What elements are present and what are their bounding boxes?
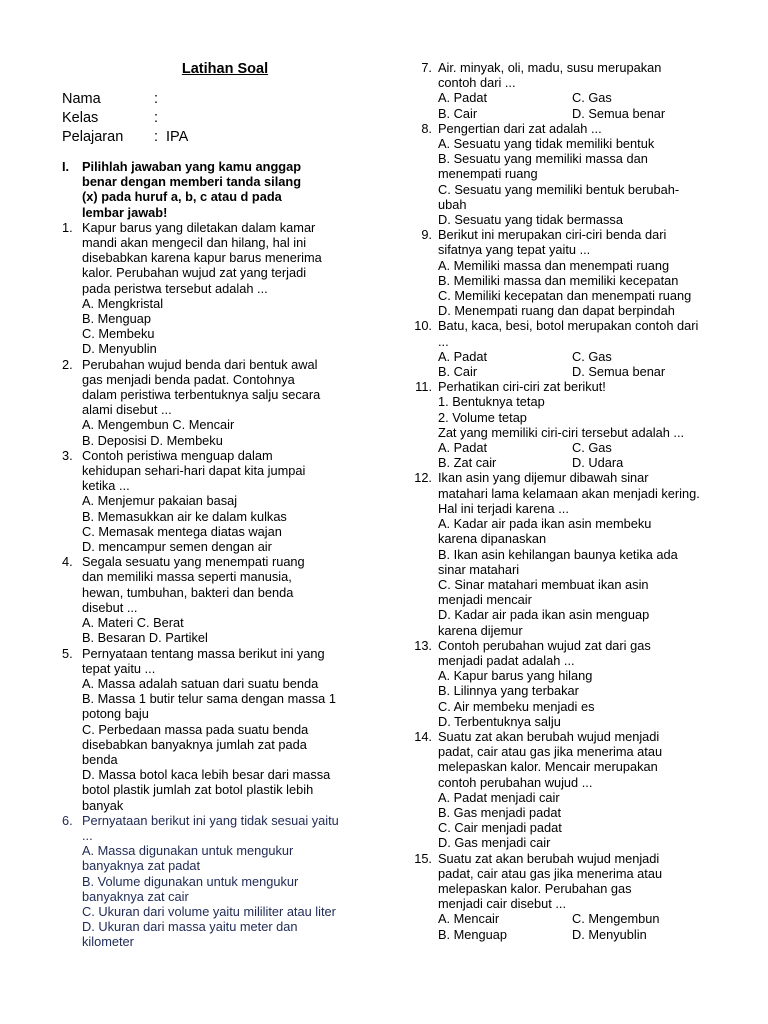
question-number: 6. — [62, 812, 73, 828]
answer-option: B. Menguap — [82, 311, 152, 327]
question-number: 15. — [414, 850, 432, 866]
answer-option: B. Massa 1 butir telur sama dengan massa 1 — [82, 691, 336, 707]
answer-option: C. Air membeku menjadi es — [438, 698, 595, 714]
question-text-line: sifatnya yang tepat yaitu ... — [438, 242, 591, 258]
question-text-line: Hal ini terjadi karena ... — [438, 500, 569, 516]
question-item — [404, 851, 740, 942]
question-item — [404, 729, 740, 851]
answer-option: C. Gas — [572, 440, 612, 456]
question-body — [82, 357, 380, 448]
answer-option: D. Kadar air pada ikan asin menguap — [438, 607, 650, 623]
answer-option: B. Sesuatu yang memiliki massa dan — [438, 151, 648, 167]
answer-option: C. Memasak mentega diatas wajan — [82, 523, 282, 539]
answer-option: C. Memiliki kecepatan dan menempati ruang — [438, 288, 692, 304]
answer-option: C. Sinar matahari membuat ikan asin — [438, 576, 649, 592]
answer-option-grid — [438, 90, 740, 120]
question-text-line: Pernyataan berikut ini yang tidak sesuai yaitu — [82, 812, 339, 828]
answer-option: A. Materi C. Berat — [82, 615, 184, 631]
answer-option: B. Zat cair — [438, 455, 497, 471]
answer-option: B. Volume digunakan untuk mengukur — [82, 873, 299, 889]
identity-colon: : — [154, 110, 159, 126]
answer-option: A. Padat — [438, 348, 488, 364]
question-body — [82, 220, 380, 357]
answer-option: C. Sesuatu yang memiliki bentuk berubah- — [438, 181, 680, 197]
question-number: 4. — [62, 554, 73, 570]
answer-option: menjadi mencair — [438, 592, 532, 608]
answer-option: B. Memiliki massa dan memiliki kecepatan — [438, 272, 679, 288]
answer-option-grid — [438, 911, 740, 941]
answer-option: A. Padat menjadi cair — [438, 789, 560, 805]
question-text-line: matahari lama kelamaan akan menjadi kering. — [438, 485, 700, 501]
question-text-line: hewan, tumbuhan, bakteri dan benda — [82, 584, 294, 600]
question-body — [438, 121, 740, 227]
question-text-line: contoh perubahan wujud ... — [438, 774, 593, 790]
question-number: 9. — [421, 227, 432, 243]
identity-row-nama — [62, 90, 380, 109]
identity-label: Pelajaran — [62, 129, 124, 145]
answer-option: D. Semua benar — [572, 105, 666, 121]
question-number: 5. — [62, 645, 73, 661]
question-text-line: Suatu zat akan berubah wujud menjadi — [438, 850, 660, 866]
answer-option: C. Cair menjadi padat — [438, 820, 562, 836]
answer-option: B. Lilinnya yang terbakar — [438, 683, 579, 699]
question-body — [438, 60, 740, 121]
instruction-text — [82, 159, 301, 220]
answer-option: potong baju — [82, 706, 149, 722]
answer-option: A. Kadar air pada ikan asin membeku — [438, 516, 652, 532]
question-text-line: melepaskan kalor. Perubahan gas — [438, 880, 632, 896]
answer-option: sinar matahari — [438, 561, 520, 577]
question-text-line: menjadi cair disebut ... — [438, 896, 567, 912]
question-text-line: melepaskan kalor. Mencair merupakan — [438, 759, 658, 775]
question-item — [62, 646, 380, 813]
answer-option: A. Menjemur pakaian basaj — [82, 493, 238, 509]
question-text-line: Kapur barus yang diletakan dalam kamar — [82, 219, 316, 235]
right-question-list — [404, 60, 740, 942]
question-item — [62, 813, 380, 950]
question-item — [62, 357, 380, 448]
question-item — [404, 379, 740, 470]
instruction — [62, 159, 380, 220]
answer-option: A. Padat — [438, 440, 488, 456]
answer-option: D. Menyublin — [572, 926, 647, 942]
answer-option: B. Besaran D. Partikel — [82, 630, 208, 646]
identity-value: IPA — [166, 129, 189, 145]
question-number: 3. — [62, 447, 73, 463]
question-body — [438, 318, 740, 379]
answer-option: karena dijemur — [438, 622, 523, 638]
answer-option: B. Cair — [438, 364, 478, 380]
answer-option: A. Mengkristal — [82, 295, 164, 311]
answer-option: banyaknya zat padat — [82, 858, 201, 874]
question-text-line: padat, cair atau gas jika menerima atau — [438, 865, 663, 881]
answer-option-grid — [438, 349, 740, 379]
left-column — [62, 60, 380, 950]
question-text-line: gas menjadi benda padat. Contohnya — [82, 371, 295, 387]
answer-option: D. Terbentuknya salju — [438, 713, 561, 729]
answer-option: A. Massa adalah satuan dari suatu benda — [82, 675, 319, 691]
question-text-line: Pengertian dari zat adalah ... — [438, 120, 602, 136]
answer-option: B. Menguap — [438, 926, 508, 942]
question-text-line: Contoh perubahan wujud zat dari gas — [438, 637, 651, 653]
answer-option: B. Deposisi D. Membeku — [82, 432, 223, 448]
answer-option: C. Perbedaan massa pada suatu benda — [82, 721, 309, 737]
question-text-line: ... — [438, 333, 449, 349]
question-text-line: disebabkan karena kapur barus menerima — [82, 250, 322, 266]
question-body — [438, 638, 740, 729]
page-title: Latihan Soal — [181, 61, 269, 77]
question-text-line: contoh dari ... — [438, 75, 516, 91]
answer-option: D. Menempati ruang dan dapat berpindah — [438, 303, 675, 319]
question-text-line: 1. Bentuknya tetap — [438, 394, 545, 410]
question-text-line: Zat yang memiliki ciri-ciri tersebut adalah ... — [438, 424, 685, 440]
answer-option: A. Massa digunakan untuk mengukur — [82, 843, 294, 859]
answer-option: D. Gas menjadi cair — [438, 835, 551, 851]
question-body — [82, 813, 380, 950]
question-number: 7. — [421, 60, 432, 75]
question-text-line: kehidupan sehari-hari dapat kita jumpai — [82, 463, 306, 479]
question-text-line: alami disebut ... — [82, 402, 172, 418]
answer-option: A. Padat — [438, 90, 488, 106]
answer-option: botol plastik jumlah zat botol plastik lebih — [82, 782, 314, 798]
question-text-line: kalor. Perubahan wujud zat yang terjadi — [82, 265, 307, 281]
answer-option: D. Ukuran dari massa yaitu meter dan — [82, 919, 298, 935]
question-number: 11. — [415, 379, 432, 395]
question-item — [404, 318, 740, 379]
question-text-line: ... — [82, 827, 93, 843]
question-body — [82, 554, 380, 645]
question-item — [404, 470, 740, 637]
question-item — [62, 220, 380, 357]
answer-option: C. Gas — [572, 90, 612, 106]
question-body — [438, 470, 740, 637]
answer-option: A. Memiliki massa dan menempati ruang — [438, 257, 670, 273]
answer-option: kilometer — [82, 934, 134, 950]
question-text-line: padat, cair atau gas jika menerima atau — [438, 744, 663, 760]
question-item — [404, 638, 740, 729]
question-body — [438, 851, 740, 942]
question-number: 2. — [62, 356, 73, 372]
question-text-line: tepat yaitu ... — [82, 660, 156, 676]
question-text-line: Suatu zat akan berubah wujud menjadi — [438, 728, 660, 744]
question-text-line: Ikan asin yang dijemur dibawah sinar — [438, 470, 649, 486]
answer-option: C. Gas — [572, 348, 612, 364]
answer-option: A. Mengembun C. Mencair — [82, 417, 235, 433]
answer-option: A. Mencair — [438, 911, 500, 927]
identity-row-kelas — [62, 109, 380, 128]
question-body — [438, 227, 740, 318]
question-text-line: Air. minyak, oli, madu, susu merupakan — [438, 60, 662, 75]
answer-option: ubah — [438, 196, 467, 212]
answer-option: B. Ikan asin kehilangan baunya ketika ada — [438, 546, 678, 562]
question-item — [62, 554, 380, 645]
question-text-line: Pernyataan tentang massa berikut ini yang — [82, 645, 325, 661]
answer-option: menempati ruang — [438, 166, 538, 182]
question-text-line: Batu, kaca, besi, botol merupakan contoh dari — [438, 318, 699, 334]
answer-option: C. Ukuran dari volume yaitu mililiter atau liter — [82, 903, 336, 919]
question-number: 10. — [414, 318, 432, 334]
identity-colon: : — [154, 129, 159, 145]
instruction-line: (x) pada huruf a, b, c atau d pada — [82, 189, 282, 205]
question-item — [62, 448, 380, 554]
answer-option: B. Cair — [438, 105, 478, 121]
answer-option: D. Semua benar — [572, 364, 666, 380]
question-text-line: pada peristwa tersebut adalah ... — [82, 280, 268, 296]
answer-option: B. Gas menjadi padat — [438, 804, 562, 820]
question-number: 14. — [414, 728, 432, 744]
answer-option: C. Membeku — [82, 326, 155, 342]
answer-option: banyak — [82, 797, 124, 813]
instruction-line: lembar jawab! — [82, 204, 168, 220]
answer-option: D. Sesuatu yang tidak bermassa — [438, 212, 623, 228]
question-number: 1. — [62, 219, 73, 235]
answer-option-grid — [438, 440, 740, 470]
question-body — [82, 646, 380, 813]
question-text-line: Segala sesuatu yang menempati ruang — [82, 554, 305, 570]
question-item — [404, 227, 740, 318]
answer-option: banyaknya zat cair — [82, 888, 189, 904]
answer-option: benda — [82, 751, 118, 767]
question-item — [404, 60, 740, 121]
question-text-line: dalam peristiwa terbentuknya salju secara — [82, 387, 321, 403]
instruction-line: Pilihlah jawaban yang kamu anggap — [82, 159, 302, 174]
question-body — [438, 379, 740, 470]
left-question-list — [62, 220, 380, 950]
question-text-line: Perhatikan ciri-ciri zat berikut! — [438, 379, 606, 395]
question-item — [404, 121, 740, 227]
answer-option: disebabkan banyaknya jumlah zat pada — [82, 736, 307, 752]
instruction-number: I. — [62, 159, 70, 174]
question-number: 8. — [421, 120, 432, 136]
identity-colon: : — [154, 91, 159, 107]
instruction-line: benar dengan memberi tanda silang — [82, 174, 302, 190]
question-number: 13. — [414, 637, 432, 653]
question-text-line: dan memiliki massa seperti manusia, — [82, 569, 292, 585]
question-body — [82, 448, 380, 554]
answer-option: A. Kapur barus yang hilang — [438, 668, 593, 684]
answer-option: A. Sesuatu yang tidak memiliki bentuk — [438, 136, 655, 152]
identity-block — [62, 90, 380, 147]
question-number: 12. — [414, 470, 432, 486]
answer-option: D. Udara — [572, 455, 624, 471]
question-text-line: menjadi padat adalah ... — [438, 652, 575, 668]
answer-option: karena dipanaskan — [438, 531, 547, 547]
question-text-line: disebut ... — [82, 599, 138, 615]
answer-option: D. Massa botol kaca lebih besar dari massa — [82, 767, 331, 783]
question-text-line: ketika ... — [82, 478, 130, 494]
identity-label: Nama — [62, 91, 101, 107]
question-text-line: 2. Volume tetap — [438, 409, 527, 425]
question-body — [438, 729, 740, 851]
question-text-line: Contoh peristiwa menguap dalam — [82, 447, 273, 463]
answer-option: D. Menyublin — [82, 341, 157, 357]
identity-label: Kelas — [62, 110, 99, 126]
question-text-line: mandi akan mengecil dan hilang, hal ini — [82, 235, 307, 251]
question-text-line: Berikut ini merupakan ciri-ciri benda dari — [438, 227, 667, 243]
answer-option: D. mencampur semen dengan air — [82, 539, 272, 555]
question-text-line: Perubahan wujud benda dari bentuk awal — [82, 356, 318, 372]
right-column — [404, 60, 740, 942]
identity-row-pelajaran — [62, 128, 380, 147]
answer-option: C. Mengembun — [572, 911, 660, 927]
answer-option: B. Memasukkan air ke dalam kulkas — [82, 508, 287, 524]
